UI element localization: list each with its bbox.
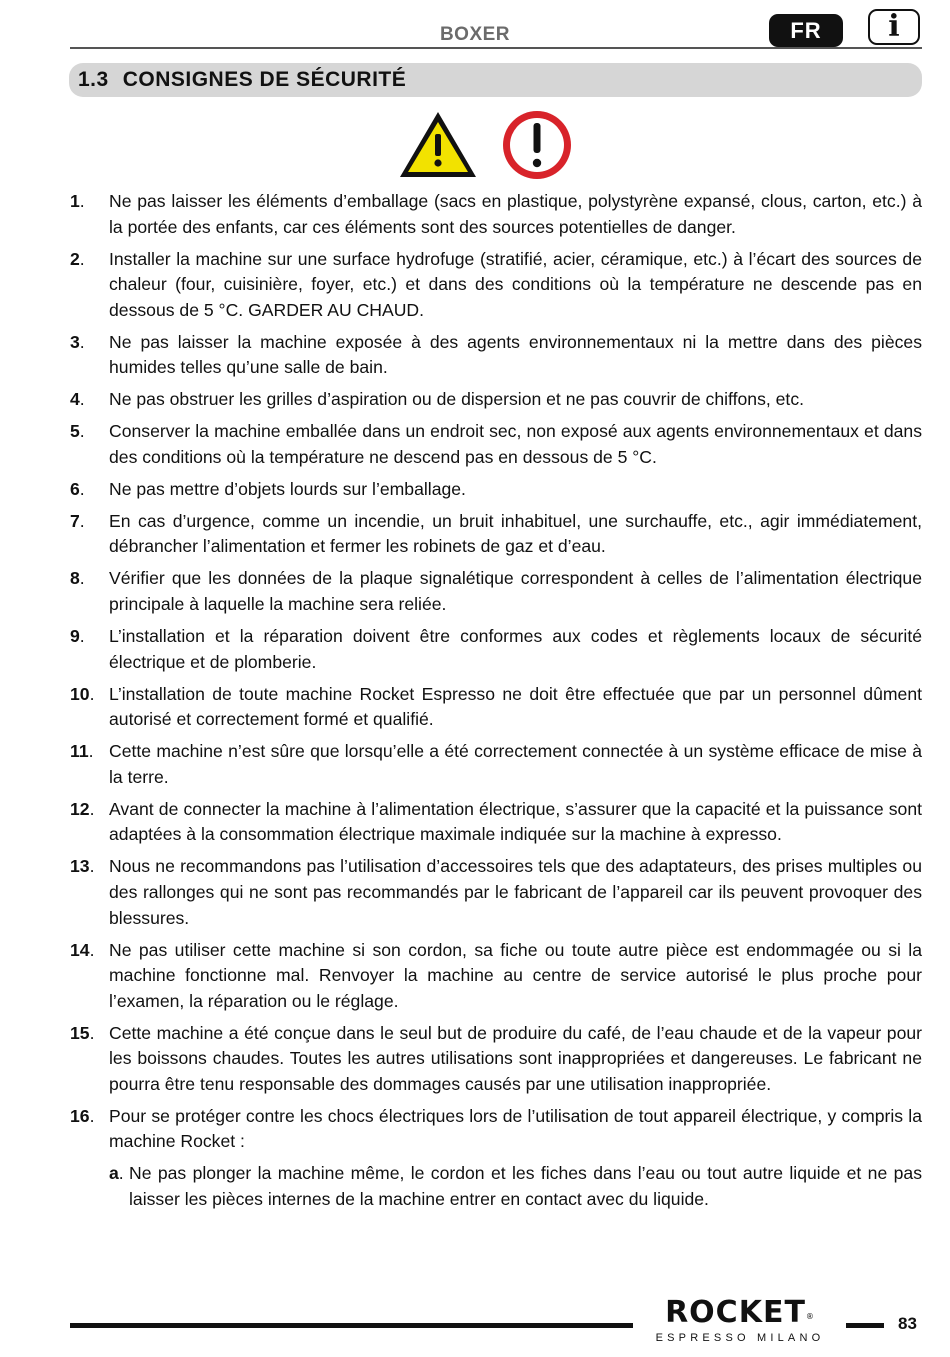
- safety-icons: [398, 108, 580, 180]
- item-number: 6.: [70, 478, 85, 499]
- sub-item-letter: a.: [109, 1163, 124, 1184]
- item-number: 12.: [70, 798, 95, 819]
- list-item: [70, 739, 922, 790]
- item-text: L’installation et la réparation doivent être conformes aux codes et règlements locaux de sécurité électrique et de plomberie.: [109, 626, 922, 672]
- item-number-value: 13: [70, 856, 90, 877]
- logo-word: ROCKET: [665, 1295, 806, 1330]
- item-text: Ne pas utiliser cette machine si son cordon, sa fiche ou toute autre pièce est endommagée ou si la machine fonctionne mal. Renvoyer la machine au centre de service autorisé le plus proche pour l’examen, la réparation ou le réglage.: [109, 939, 922, 1011]
- item-text: Cette machine a été conçue dans le seul but de produire du café, de l’eau chaude et de la vapeur pour les boissons chaudes. Toutes les autres utilisations sont inappropriées et dangereuses. Le fabricant ne pourra être tenu responsable des dommages causés par une utilisation inappropriée.: [109, 1022, 922, 1094]
- footer-rule-left: [70, 1323, 633, 1328]
- item-number: 9.: [70, 626, 85, 647]
- item-text: Ne pas laisser la machine exposée à des agents environnementaux ni la mettre dans des pièces humides telles qu’une salle de bain.: [109, 331, 922, 378]
- list-item: [70, 1021, 922, 1098]
- page-number: 83: [898, 1314, 917, 1333]
- item-number: 16.: [70, 1105, 95, 1126]
- sub-item-letter-value: a: [109, 1163, 119, 1184]
- list-item: [70, 682, 922, 733]
- item-number-value: 14: [70, 939, 90, 960]
- item-number-value: 1: [70, 191, 80, 211]
- item-text: Cette machine n’est sûre que lorsqu’elle a été correctement connectée à un système efficace de mise à la terre.: [109, 741, 922, 787]
- list-item: [70, 797, 922, 848]
- section-heading: [78, 66, 406, 94]
- item-number-value: 3: [70, 331, 80, 352]
- logo-subtitle: ESPRESSO MILANO: [655, 1332, 825, 1344]
- list-item: [70, 477, 922, 503]
- registered-mark: ®: [805, 1312, 815, 1321]
- list-item: [70, 854, 922, 931]
- item-number-value: 15: [70, 1022, 90, 1043]
- footer-rule-right: [846, 1323, 884, 1328]
- item-text: Pour se protéger contre les chocs électriques lors de l’utilisation de tout appareil électrique, y compris la machine Rocket :: [109, 1105, 922, 1152]
- item-text: Vérifier que les données de la plaque signalétique correspondent à celles de l’alimentation électrique principale à laquelle la machine sera reliée.: [109, 568, 922, 615]
- running-header-title: BOXER: [439, 24, 511, 45]
- item-number-value: 2: [70, 248, 80, 269]
- item-text: En cas d’urgence, comme un incendie, un bruit inhabituel, une surchauffe, etc., agir immédiatement, débrancher l’alimentation et fermer les robinets de gaz et d’eau.: [109, 510, 922, 557]
- item-number-value: 10: [70, 683, 90, 704]
- item-number: 4.: [70, 389, 85, 410]
- item-number: 15.: [70, 1022, 95, 1043]
- item-number: 7.: [70, 510, 85, 531]
- item-number-value: 7: [70, 510, 80, 531]
- item-number: 5.: [70, 421, 85, 442]
- list-item: [70, 509, 922, 560]
- item-number: 14.: [70, 939, 95, 960]
- item-number: 3.: [70, 331, 85, 352]
- item-text: Nous ne recommandons pas l’utilisation d’accessoires tels que des adaptateurs, des prises multiples ou des rallonges qui ne sont pas recommandés par le fabricant de l’appareil car ils peuvent provoquer des blessures.: [109, 856, 922, 928]
- list-item: [70, 330, 922, 381]
- item-text: Conserver la machine emballée dans un endroit sec, non exposé aux agents environnementaux et dans des conditions où la température ne descend pas en dessous de 5 °C.: [109, 421, 922, 467]
- rocket-logo: [640, 1296, 840, 1330]
- item-text: Ne pas obstruer les grilles d’aspiration ou de dispersion et ne pas couvrir de chiffons, etc.: [109, 389, 805, 410]
- item-text: Ne pas mettre d’objets lourds sur l’emballage.: [109, 478, 466, 499]
- header-rule: [70, 47, 922, 49]
- item-number: 2.: [70, 248, 85, 269]
- item-number-value: 4: [70, 389, 80, 410]
- list-item: [70, 624, 922, 675]
- item-text: Ne pas laisser les éléments d’emballage (sacs en plastique, polystyrène expansé, clous, carton, etc.) à la portée des enfants, car ces éléments sont des sources potentielles de danger.: [109, 191, 922, 237]
- list-item: [70, 387, 922, 413]
- list-item: [70, 566, 922, 617]
- item-number-value: 8: [70, 568, 80, 589]
- list-item: [70, 189, 922, 240]
- item-number: 1.: [70, 191, 85, 211]
- sub-item-text: Ne pas plonger la machine même, le cordon et les fiches dans l’eau ou tout autre liquide et ne pas laisser les pièces internes de la machine entrer en contact avec du liquide.: [129, 1163, 922, 1209]
- item-number-value: 6: [70, 478, 80, 499]
- list-item: [70, 247, 922, 324]
- warning-triangle-icon: [400, 112, 476, 177]
- item-number: 8.: [70, 568, 85, 589]
- language-badge: FR: [769, 14, 843, 47]
- sub-item: [109, 1161, 922, 1212]
- list-item: [70, 938, 922, 1015]
- item-number-value: 11: [70, 741, 89, 762]
- exclamation-circle-icon: [503, 111, 571, 179]
- item-number-value: 5: [70, 421, 80, 442]
- item-number: 10.: [70, 683, 95, 704]
- item-text: L’installation de toute machine Rocket Espresso ne doit être effectuée que par un personnel dûment autorisé et correctement formé et qualifié.: [109, 683, 922, 730]
- list-item: [70, 1104, 922, 1212]
- safety-instructions-list: [70, 189, 922, 1219]
- info-icon: i: [868, 9, 920, 45]
- item-number-value: 12: [70, 798, 90, 819]
- item-number: 11.: [70, 741, 94, 762]
- section-title: CONSIGNES DE SÉCURITÉ: [122, 68, 407, 91]
- item-number: 13.: [70, 856, 95, 877]
- list-item: [70, 419, 922, 470]
- item-number-value: 16: [70, 1105, 90, 1126]
- item-text: Installer la machine sur une surface hydrofuge (stratifié, acier, céramique, etc.) à l’écart des sources de chaleur (four, cuisinière, foyer, etc.) et dans des conditions où la température ne descende pas en dessous de 5 °C. GARDER AU CHAUD.: [109, 248, 922, 320]
- item-number-value: 9: [70, 626, 80, 647]
- section-number: 1.3: [78, 68, 109, 91]
- item-text: Avant de connecter la machine à l’alimentation électrique, s’assurer que la capacité et la puissance sont adaptées à la consommation électrique maximale indiquée sur la machine à expresso.: [109, 798, 922, 845]
